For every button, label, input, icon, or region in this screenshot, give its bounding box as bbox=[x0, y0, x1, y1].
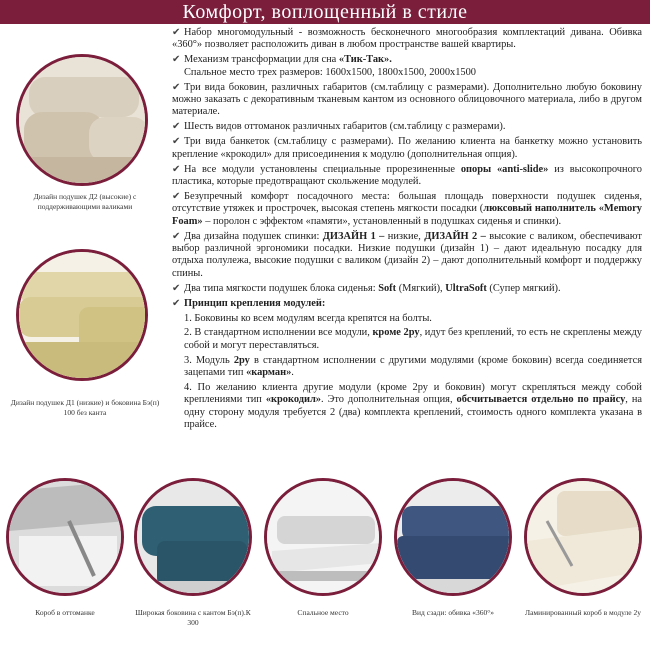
feature-list bbox=[172, 27, 642, 434]
feature-comfort: ✔ Безупречный комфорт посадочного места: большая площадь поверхности подушек сиденья, отсутствие утяжек и прострочек, высокая степень мягкости посадки (люксовый наполнитель «Memory Foam» – поролон с эффектом «памяти», установленный в подушках сиденья и спинки). bbox=[172, 190, 642, 227]
feature-back-cushions: ✔ Два дизайна подушек спинки: ДИЗАЙН 1 – низкие, ДИЗАЙН 2 – высокие с валиком, обеспечивают выбор различной эргономики посадки. Низкие подушки (дизайн 1) – дают идеальную посадку для отдыха полулежа, высокие подушки с валиком (дизайн 2) – дают дополнительный комфорт и поддержку спины. bbox=[172, 230, 642, 279]
page-title: Комфорт, воплощенный в стиле bbox=[0, 0, 650, 24]
check-icon: ✔ bbox=[172, 54, 181, 66]
sleeping-place-caption: Спальное место bbox=[297, 608, 349, 617]
check-icon: ✔ bbox=[172, 163, 181, 175]
mounting-rule-1: 1. Боковины ко всем модулям всегда крепятся на болты. bbox=[184, 312, 432, 324]
feature-anti-slide: ✔ На все модули установлены специальные прорезиненные опоры «anti-slide» из высокопрочного пластика, которые предотвращают скольжение модулей. bbox=[172, 163, 642, 187]
ottoman-box-caption: Короб в оттоманке bbox=[35, 608, 95, 617]
check-icon: ✔ bbox=[172, 136, 181, 148]
mounting-rule-2: 2. В стандартном исполнении все модули, кроме 2ру, идут без креплений, то есть не скреплены между собой и могут переставляться. bbox=[184, 327, 642, 351]
mounting-rule-4: 4. По желанию клиента другие модули (кроме 2ру и боковин) могут скрепляться между собой креплениями тип «крокодил». Это дополнительная опция, обсчитывается отдельно по прайсу, на одну сторону модуля требуется 2 (два) комплекта креплений, стоимость одного комплекта указана в прайсе. bbox=[184, 382, 643, 431]
feature-benches: ✔ Три вида банкеток (см.таблицу с размерами). По желанию клиента на банкетку можно установить крепление «крокодил» для присоединения к модулю (дополнительная опция). bbox=[172, 136, 642, 160]
check-icon: ✔ bbox=[172, 27, 181, 38]
feature-modular: ✔ Набор многомодульный - возможность бесконечного многообразия комплектаций дивана. Обивка «360°» позволяет расположить диван в любом пространстве вашей квартиры. bbox=[172, 27, 642, 51]
check-icon: ✔ bbox=[172, 81, 181, 93]
laminated-box-photo bbox=[524, 478, 642, 596]
feature-ottomans: ✔ Шесть видов оттоманок различных габаритов (см.таблицу с размерами). bbox=[172, 121, 506, 133]
feature-softness: ✔ Два типа мягкости подушек блока сиденья: Soft (Мягкий), UltraSoft (Супер мягкий). bbox=[172, 282, 561, 294]
cushion-d1-caption: Дизайн подушек Д1 (низкие) и боковина Бэ(п) 100 без канта bbox=[10, 398, 160, 417]
check-icon: ✔ bbox=[172, 230, 181, 242]
mounting-rule-3: 3. Модуль 2ру в стандартном исполнении с другими модулями (кроме боковин) всегда соединяется зацепами тип «карман». bbox=[184, 354, 642, 379]
cushion-d1-photo bbox=[16, 249, 148, 381]
check-icon: ✔ bbox=[172, 190, 181, 202]
wide-armrest-caption: Широкая боковина с кантом Бэ(п).К 300 bbox=[135, 608, 251, 627]
check-icon: ✔ bbox=[172, 282, 181, 294]
cushion-d2-photo bbox=[16, 54, 148, 186]
feature-armrests: ✔ Три вида боковин, различных габаритов (см.таблицу с размерами). Дополнительно любую боковину можно заказать с декоративным тканевым кантом из основного облицовочного материала, либо в другом материале. bbox=[172, 81, 642, 118]
rear-view-caption: Вид сзади: обивка «360°» bbox=[412, 608, 494, 617]
check-icon: ✔ bbox=[172, 121, 181, 133]
feature-mechanism: ✔ Механизм трансформации для сна «Тик-Так». Спальное место трех размеров: 1600x1500, 1800x1500, 2000x1500 bbox=[172, 54, 476, 78]
wide-armrest-photo bbox=[134, 478, 252, 596]
feature-mounting: ✔ Принцип крепления модулей: bbox=[172, 297, 326, 309]
bottom-photos bbox=[0, 478, 650, 650]
laminated-box-caption: Ламинированный короб в модуле 2у bbox=[524, 608, 641, 617]
cushion-d2-caption: Дизайн подушек Д2 (высокие) с поддерживающими валиками bbox=[33, 192, 137, 211]
rear-view-photo bbox=[394, 478, 512, 596]
left-column bbox=[0, 24, 170, 464]
ottoman-box-photo bbox=[6, 478, 124, 596]
sleeping-place-photo bbox=[264, 478, 382, 596]
check-icon: ✔ bbox=[172, 297, 181, 309]
